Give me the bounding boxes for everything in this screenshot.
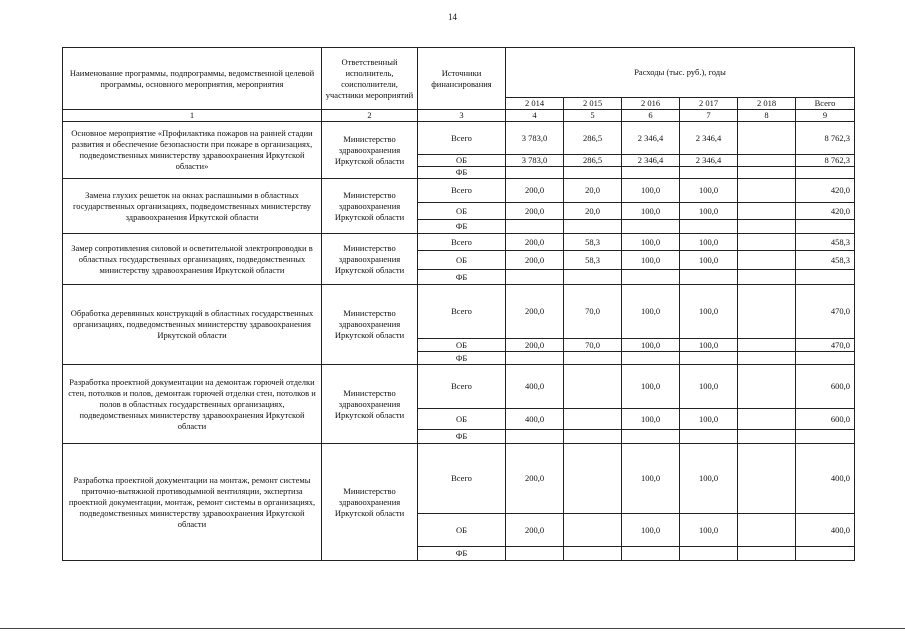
- year-value: [738, 365, 796, 409]
- total-value: [796, 352, 855, 365]
- year-value: [506, 547, 564, 561]
- responsible-executor: Министерство здравоохранения Иркутской области: [322, 444, 418, 561]
- year-value: [738, 251, 796, 270]
- responsible-executor: Министерство здравоохранения Иркутской области: [322, 122, 418, 179]
- funding-source: Всего: [418, 365, 506, 409]
- table-row: [63, 444, 855, 514]
- total-value: 8 762,3: [796, 122, 855, 155]
- activity-name: Обработка деревянных конструкций в областных государственных организациях, подведомственных министерству здравоохранения Иркутской области: [63, 285, 322, 365]
- responsible-executor: Министерство здравоохранения Иркутской области: [322, 365, 418, 444]
- year-value: [738, 339, 796, 352]
- year-value: 100,0: [622, 514, 680, 547]
- year-value: [564, 352, 622, 365]
- year-value: 286,5: [564, 155, 622, 167]
- year-value: [738, 285, 796, 339]
- year-value: [738, 444, 796, 514]
- year-value: 2 346,4: [622, 122, 680, 155]
- total-value: [796, 167, 855, 179]
- funding-source: ФБ: [418, 167, 506, 179]
- column-number: 5: [564, 110, 622, 122]
- year-value: [738, 203, 796, 220]
- header-sources: Источники финансирования: [418, 48, 506, 110]
- year-value: 100,0: [622, 179, 680, 203]
- year-value: 3 783,0: [506, 122, 564, 155]
- header-expenses: Расходы (тыс. руб.), годы: [506, 48, 855, 98]
- responsible-executor: Министерство здравоохранения Иркутской области: [322, 285, 418, 365]
- year-value: [680, 352, 738, 365]
- year-value: [738, 409, 796, 430]
- header-year: 2 018: [738, 98, 796, 110]
- year-value: [622, 352, 680, 365]
- year-value: [506, 167, 564, 179]
- funding-source: ОБ: [418, 514, 506, 547]
- year-value: 100,0: [622, 203, 680, 220]
- year-value: 100,0: [622, 365, 680, 409]
- year-value: 200,0: [506, 234, 564, 251]
- total-value: 420,0: [796, 179, 855, 203]
- year-value: 3 783,0: [506, 155, 564, 167]
- column-number: 8: [738, 110, 796, 122]
- year-value: 200,0: [506, 285, 564, 339]
- year-value: [738, 220, 796, 234]
- year-value: [564, 167, 622, 179]
- funding-source: Всего: [418, 234, 506, 251]
- year-value: 100,0: [622, 444, 680, 514]
- year-value: 100,0: [680, 339, 738, 352]
- column-number: 9: [796, 110, 855, 122]
- year-value: [738, 234, 796, 251]
- year-value: 100,0: [680, 251, 738, 270]
- funding-source: Всего: [418, 122, 506, 155]
- table-row: [63, 179, 855, 203]
- year-value: [680, 547, 738, 561]
- year-value: 400,0: [506, 409, 564, 430]
- total-value: 400,0: [796, 514, 855, 547]
- funding-source: ОБ: [418, 155, 506, 167]
- funding-source: ФБ: [418, 430, 506, 444]
- year-value: 200,0: [506, 444, 564, 514]
- year-value: [564, 547, 622, 561]
- year-value: [738, 167, 796, 179]
- year-value: [506, 270, 564, 285]
- year-value: [680, 430, 738, 444]
- year-value: 100,0: [680, 285, 738, 339]
- page-number: 14: [448, 12, 457, 22]
- year-value: [564, 220, 622, 234]
- year-value: 400,0: [506, 365, 564, 409]
- funding-source: ОБ: [418, 203, 506, 220]
- header-name: Наименование программы, подпрограммы, ведомственной целевой программы, основного мероприятия, мероприятия: [63, 48, 322, 110]
- year-value: 58,3: [564, 234, 622, 251]
- year-value: [680, 220, 738, 234]
- funding-source: ФБ: [418, 270, 506, 285]
- funding-source: ОБ: [418, 409, 506, 430]
- total-value: [796, 547, 855, 561]
- year-value: [622, 220, 680, 234]
- year-value: 100,0: [680, 444, 738, 514]
- total-value: 600,0: [796, 409, 855, 430]
- year-value: [738, 430, 796, 444]
- funding-source: Всего: [418, 285, 506, 339]
- header-year: 2 016: [622, 98, 680, 110]
- column-number: 4: [506, 110, 564, 122]
- funding-source: Всего: [418, 179, 506, 203]
- year-value: 100,0: [680, 365, 738, 409]
- year-value: [506, 430, 564, 444]
- year-value: [622, 167, 680, 179]
- year-value: 200,0: [506, 179, 564, 203]
- table-body: [63, 122, 855, 561]
- year-value: [622, 547, 680, 561]
- funding-source: Всего: [418, 444, 506, 514]
- activity-name: Разработка проектной документации на демонтаж горючей отделки стен, потолков и полов, демонтаж горючей отделки стен, потолков и полов в областных государственных организациях, подведомственных министерству здравоохранения Иркутской области: [63, 365, 322, 444]
- year-value: [564, 514, 622, 547]
- responsible-executor: Министерство здравоохранения Иркутской области: [322, 234, 418, 285]
- year-value: 100,0: [622, 234, 680, 251]
- year-value: 286,5: [564, 122, 622, 155]
- year-value: [622, 430, 680, 444]
- activity-name: Основное мероприятие «Профилактика пожаров на ранней стадии развития и обеспечение безопасности при пожаре в организациях, подведомственных министерству здравоохранения Иркутской области»: [63, 122, 322, 179]
- total-value: [796, 270, 855, 285]
- total-value: 470,0: [796, 339, 855, 352]
- year-value: [738, 179, 796, 203]
- responsible-executor: Министерство здравоохранения Иркутской области: [322, 179, 418, 234]
- funding-source: ФБ: [418, 547, 506, 561]
- year-value: 100,0: [622, 251, 680, 270]
- header-total: Всего: [796, 98, 855, 110]
- year-value: 58,3: [564, 251, 622, 270]
- activity-name: Разработка проектной документации на монтаж, ремонт системы приточно-вытяжной противодымной вентиляции, экспертиза проектной документации, монтаж, ремонт системы в организациях, подведомственных министерству здравоохранения Иркутской области: [63, 444, 322, 561]
- column-number: 6: [622, 110, 680, 122]
- activity-name: Замер сопротивления силовой и осветительной электропроводки в областных государственных организациях, подведомственных министерству здравоохранения Иркутской области: [63, 234, 322, 285]
- year-value: 200,0: [506, 203, 564, 220]
- year-value: [564, 409, 622, 430]
- page-edge-line: [0, 628, 905, 629]
- year-value: [680, 167, 738, 179]
- year-value: 20,0: [564, 179, 622, 203]
- year-value: [564, 444, 622, 514]
- year-value: 70,0: [564, 285, 622, 339]
- header-year: 2 014: [506, 98, 564, 110]
- funding-source: ОБ: [418, 251, 506, 270]
- header-responsible: Ответственный исполнитель, соисполнители, участники мероприятий: [322, 48, 418, 110]
- year-value: 100,0: [680, 409, 738, 430]
- total-value: [796, 220, 855, 234]
- year-value: [622, 270, 680, 285]
- year-value: [738, 352, 796, 365]
- column-number: 7: [680, 110, 738, 122]
- column-number: 2: [322, 110, 418, 122]
- year-value: 2 346,4: [680, 155, 738, 167]
- table-row: [63, 365, 855, 409]
- year-value: [564, 365, 622, 409]
- year-value: 200,0: [506, 339, 564, 352]
- header-year: 2 015: [564, 98, 622, 110]
- total-value: [796, 430, 855, 444]
- year-value: [680, 270, 738, 285]
- year-value: 200,0: [506, 514, 564, 547]
- column-number: 3: [418, 110, 506, 122]
- year-value: [738, 514, 796, 547]
- year-value: 100,0: [622, 409, 680, 430]
- total-value: 470,0: [796, 285, 855, 339]
- table-row: [63, 285, 855, 339]
- year-value: [738, 122, 796, 155]
- year-value: 200,0: [506, 251, 564, 270]
- table-row: [63, 122, 855, 155]
- year-value: [506, 220, 564, 234]
- year-value: 100,0: [622, 285, 680, 339]
- year-value: 2 346,4: [622, 155, 680, 167]
- table-row: [63, 234, 855, 251]
- expenses-table: [62, 47, 855, 561]
- year-value: 100,0: [622, 339, 680, 352]
- year-value: 100,0: [680, 514, 738, 547]
- total-value: 8 762,3: [796, 155, 855, 167]
- funding-source: ФБ: [418, 220, 506, 234]
- total-value: 458,3: [796, 234, 855, 251]
- total-value: 400,0: [796, 444, 855, 514]
- year-value: 70,0: [564, 339, 622, 352]
- total-value: 600,0: [796, 365, 855, 409]
- header-year: 2 017: [680, 98, 738, 110]
- year-value: 20,0: [564, 203, 622, 220]
- funding-source: ФБ: [418, 352, 506, 365]
- year-value: 100,0: [680, 179, 738, 203]
- year-value: 2 346,4: [680, 122, 738, 155]
- year-value: [564, 270, 622, 285]
- total-value: 420,0: [796, 203, 855, 220]
- year-value: 100,0: [680, 234, 738, 251]
- year-value: [506, 352, 564, 365]
- column-number: 1: [63, 110, 322, 122]
- activity-name: Замена глухих решеток на окнах распашными в областных государственных организациях, подведомственных министерству здравоохранения Иркутской области: [63, 179, 322, 234]
- funding-source: ОБ: [418, 339, 506, 352]
- year-value: [738, 547, 796, 561]
- year-value: [738, 155, 796, 167]
- year-value: 100,0: [680, 203, 738, 220]
- total-value: 458,3: [796, 251, 855, 270]
- year-value: [738, 270, 796, 285]
- year-value: [564, 430, 622, 444]
